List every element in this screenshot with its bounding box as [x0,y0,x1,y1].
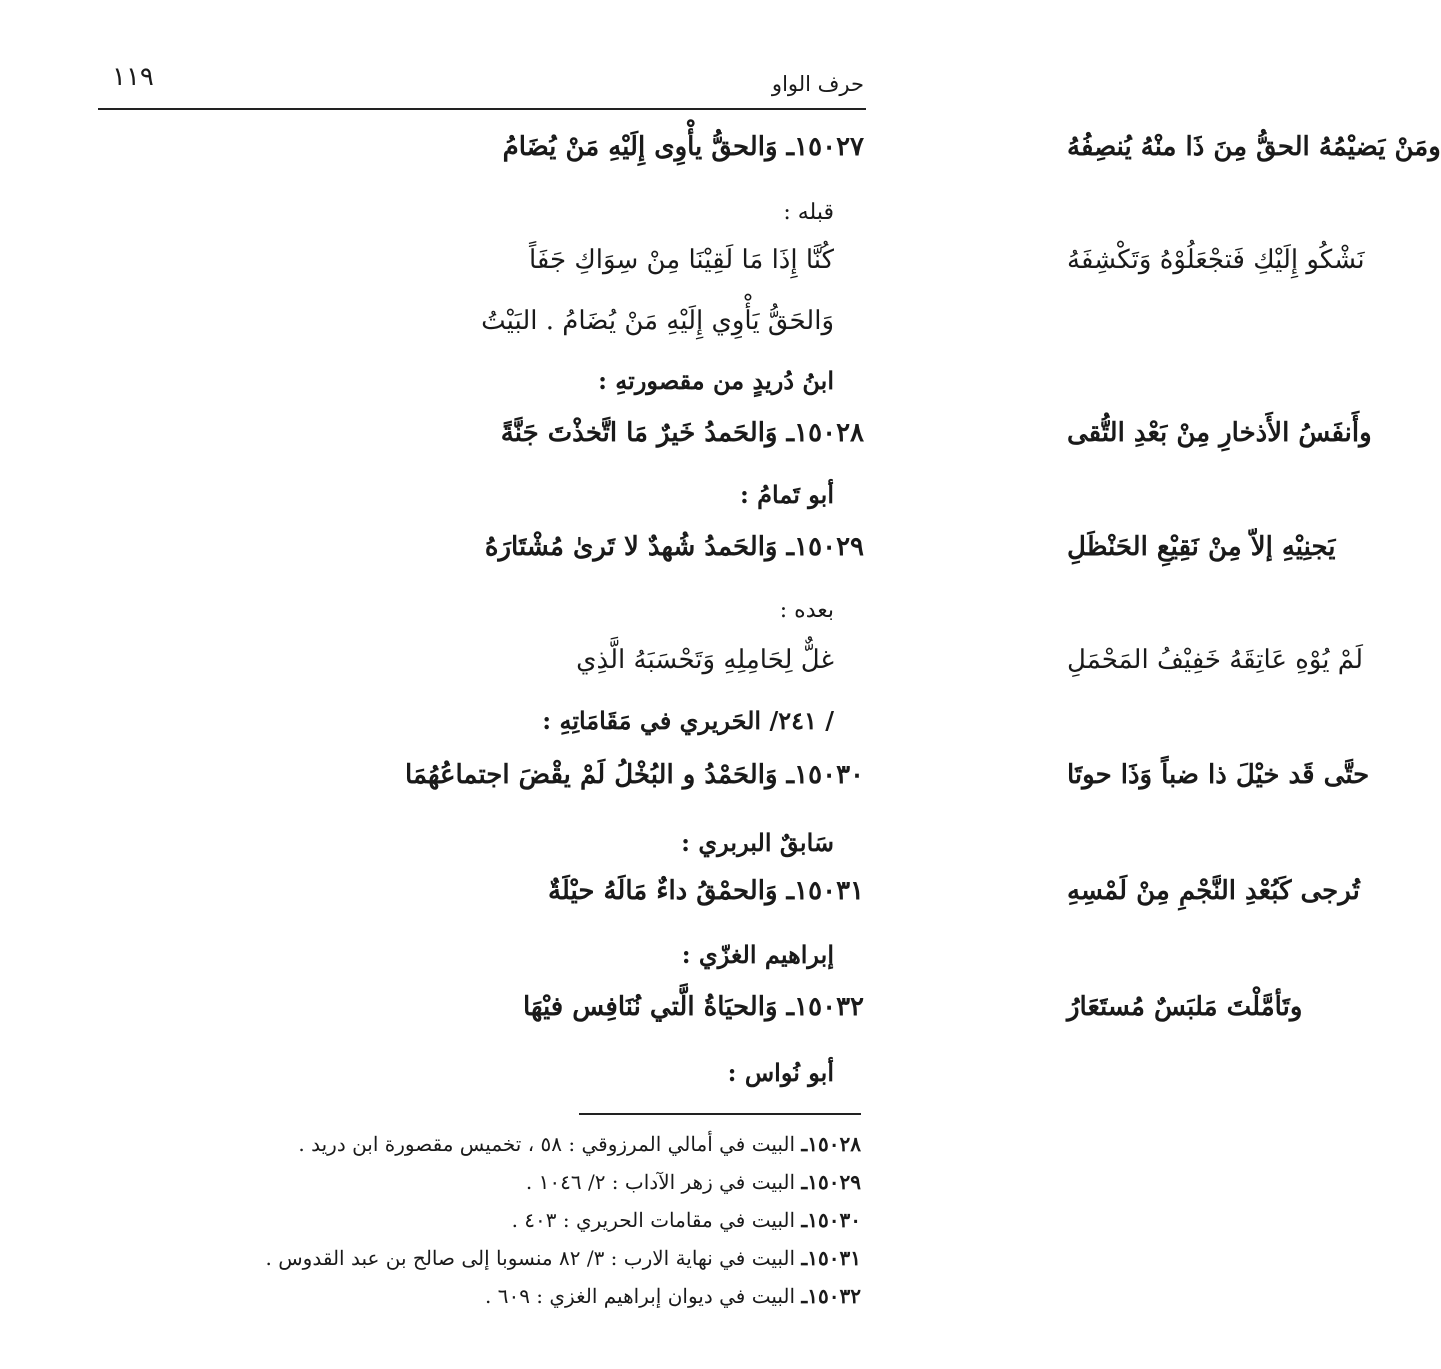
footnote-text: البيت في نهاية الارب : ٣/ ٨٢ منسوبا إلى صالح بن عبد القدوس . [265,1246,796,1270]
footnote-number: ١٥٠٣٢ـ [801,1284,861,1308]
header-rule [98,108,866,110]
attribution-note: أبو تَمامُ : [739,480,834,509]
attribution-note: قبله : [783,200,834,225]
footnote [526,1170,861,1194]
footnote-text: البيت في أمالي المرزوقي : ٥٨ ، تخميس مقصورة ابن دريد . [298,1132,796,1156]
verse-first-hemistich: ١٥٠٣١ـ وَالحمْقُ داءٌ مَالَهُ حيْلَةٌ [547,876,864,906]
footnote-text: البيت في مقامات الحريري : ٤٠٣ . [511,1208,796,1232]
footnote-number: ١٥٠٢٨ـ [801,1132,861,1156]
footnote-number: ١٥٠٣٠ـ [801,1208,861,1232]
footnote [485,1284,861,1308]
verse-first-hemistich: ١٥٠٢٧ـ وَالحقُّ يأْوِى إِلَيْهِ مَنْ يُضَامُ [502,132,864,162]
attribution-note: / ٢٤١/ الحَريري في مَقَامَاتِهِ : [542,706,834,735]
footnote [512,1208,861,1232]
verse-second-hemistich: وأَنفَسُ الأَذخارِ مِنْ بَعْدِ التُّقى [1067,418,1372,448]
attribution-note: بعده : [779,598,834,623]
chapter-title: حرف الواو [771,72,864,96]
verse-first-hemistich: وَالحَقُّ يَأْوِي إِلَيْهِ مَنْ يُضَامُ . البَيْتُ [481,306,834,336]
verse-second-hemistich: وتَأمَّلْتَ مَلبَسٌ مُستَعَارُ [1067,992,1303,1022]
footnote-number: ١٥٠٣١ـ [801,1246,861,1270]
footnote [266,1246,861,1270]
footnote [298,1132,861,1156]
footnote-text: البيت في زهر الآداب : ٢/ ١٠٤٦ . [525,1170,796,1194]
footnote-rule [579,1113,861,1115]
verse-first-hemistich: ١٥٠٣٠ـ وَالحَمْدُ و البُخْلُ لَمْ يقْضَ اجتماعُهُمَا [405,760,864,790]
verse-second-hemistich: ومَنْ يَضيْمُهُ الحقُّ مِنَ ذَا منْهُ يُنصِفُهُ [1067,132,1441,162]
verse-first-hemistich: غلٌّ لِحَامِلِهِ وَتَحْسَبَهُ الَّذِي [576,645,834,675]
verse-second-hemistich: تُرجى كَبُعْدِ النَّجْمِ مِنْ لَمْسِهِ [1067,876,1360,906]
verse-second-hemistich: حتَّى قَد خيْلَ ذا ضباً وَذَا حوتَا [1067,760,1370,790]
page-number: ١١٩ [112,62,154,92]
attribution-note: أبو نُواس : [727,1058,834,1087]
attribution-note: سَابقٌ البربري : [681,828,834,857]
footnote-number: ١٥٠٢٩ـ [801,1170,861,1194]
verse-second-hemistich: لَمْ يُوْهِ عَاتِقَهُ خَفِيْفُ المَحْمَلِ [1067,645,1364,675]
attribution-note: إبراهيم الغزّي : [681,940,834,969]
verse-first-hemistich: ١٥٠٢٨ـ وَالحَمدُ خَيرٌ مَا اتَّخذْتَ جَنَّةً [500,418,864,448]
verse-second-hemistich: يَجنِيْهِ إلاّ مِنْ نَقِيْعِ الحَنْظَلِ [1067,532,1336,562]
verse-first-hemistich: ١٥٠٣٢ـ وَالحيَاةُ الَّتي نُنَافِس فيْهَا [523,992,864,1022]
verse-first-hemistich: كُنَّا إِذَا مَا لَقِيْنَا مِنْ سِوَاكِ جَفَاً [528,245,834,275]
page-header [100,62,864,102]
footnote-text: البيت في ديوان إبراهيم الغزي : ٦٠٩ . [484,1284,796,1308]
verse-first-hemistich: ١٥٠٢٩ـ وَالحَمدُ شُهدٌ لا تَرىٰ مُشْتَارَهُ [484,532,864,562]
attribution-note: ابنُ دُريدٍ من مقصورتهِ : [598,366,834,395]
verse-second-hemistich: نَشْكُو إِلَيْكِ فَتجْعَلُوْهُ وَتَكْشِفَهُ [1067,245,1365,275]
